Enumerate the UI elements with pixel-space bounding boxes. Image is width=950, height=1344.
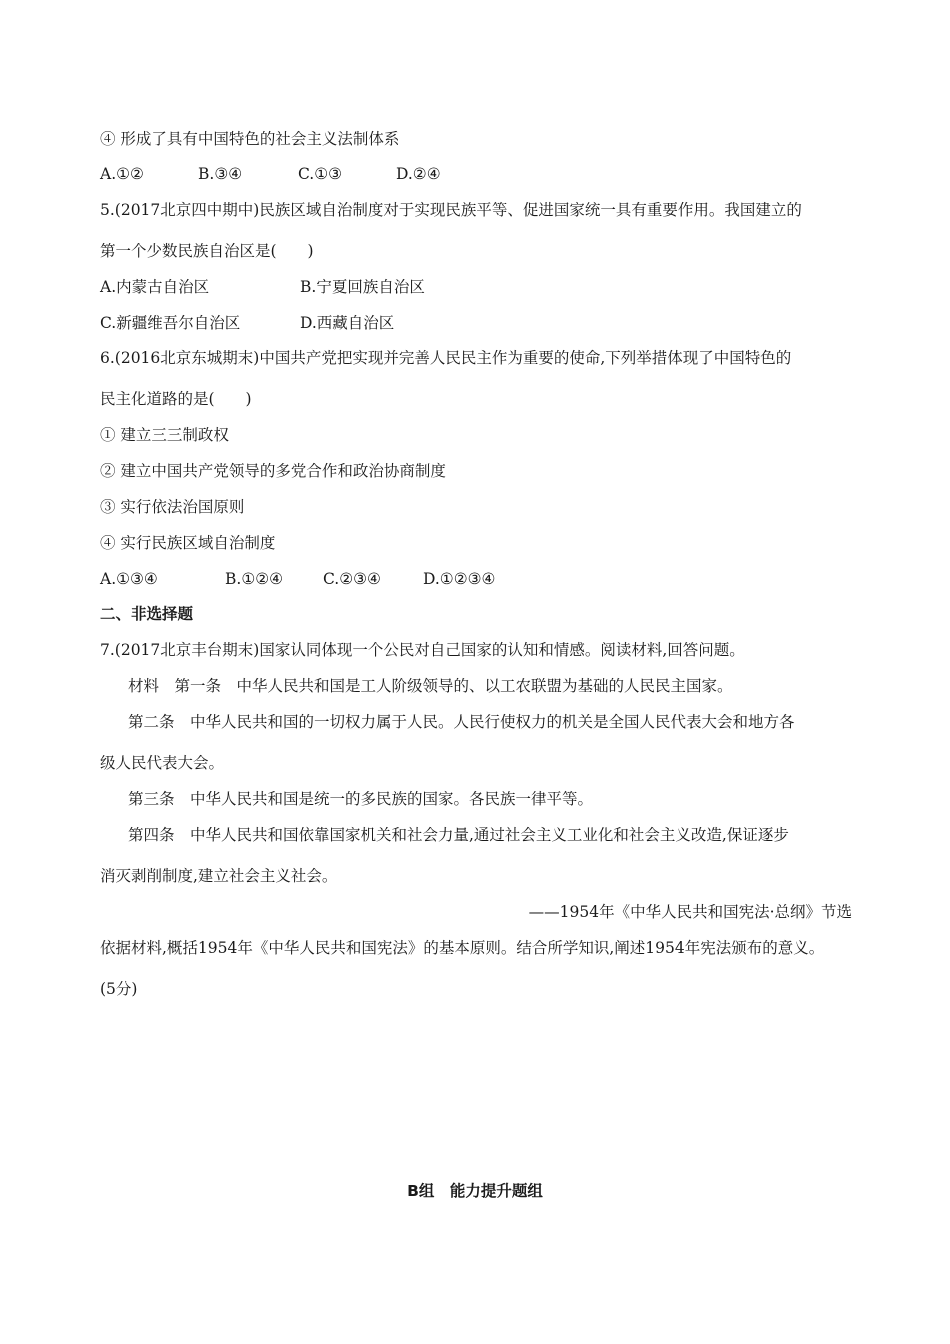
q7-article-2-line1: 第二条 中华人民共和国的一切权力属于人民。人民行使权力的机关是全国人民代表大会和地方各 xyxy=(128,713,795,731)
q7-stem: 7.(2017北京丰台期末)国家认同体现一个公民对自己国家的认知和情感。阅读材料,回答问题。 xyxy=(100,641,745,659)
q4-option-b: B.③④ xyxy=(198,165,243,183)
q6-option-a: A.①③④ xyxy=(100,570,158,588)
q5-options-row1 xyxy=(100,277,425,297)
q5-options-row2 xyxy=(100,313,394,333)
q5-option-c: C.新疆维吾尔自治区 xyxy=(100,314,241,332)
q6-option-c: C.②③④ xyxy=(323,570,381,588)
q6-options xyxy=(100,569,495,589)
q4-option-d: D.②④ xyxy=(396,165,441,183)
q7-article-4-line2: 消灭剥削制度,建立社会主义社会。 xyxy=(100,867,338,885)
section-title: 二、非选择题 xyxy=(100,605,194,623)
q6-stem-line1: 6.(2016北京东城期末)中国共产党把实现并完善人民民主作为重要的使命,下列举措体现了中国特色的 xyxy=(100,349,792,367)
q4-options xyxy=(100,164,441,184)
q6-item-1: ① 建立三三制政权 xyxy=(100,426,229,444)
q5-option-d: D.西藏自治区 xyxy=(300,314,395,332)
q7-article-2-line2: 级人民代表大会。 xyxy=(100,754,225,772)
q5-option-b: B.宁夏回族自治区 xyxy=(300,278,425,296)
q7-article-3: 第三条 中华人民共和国是统一的多民族的国家。各民族一律平等。 xyxy=(128,790,594,808)
q6-item-4: ④ 实行民族区域自治制度 xyxy=(100,534,276,552)
group-b-title: B组 能力提升题组 xyxy=(407,1182,543,1200)
q4-item-4: ④ 形成了具有中国特色的社会主义法制体系 xyxy=(100,130,400,148)
q4-option-a: A.①② xyxy=(100,165,144,183)
q5-option-a: A.内蒙古自治区 xyxy=(100,278,210,296)
q6-stem-line2: 民主化道路的是( ) xyxy=(100,390,252,408)
q7-article-4-line1: 第四条 中华人民共和国依靠国家机关和社会力量,通过社会主义工业化和社会主义改造,保证逐步 xyxy=(128,826,789,844)
q6-option-d: D.①②③④ xyxy=(423,570,496,588)
q6-option-b: B.①②④ xyxy=(225,570,284,588)
q4-option-c: C.①③ xyxy=(298,165,343,183)
q7-article-1: 材料 第一条 中华人民共和国是工人阶级领导的、以工农联盟为基础的人民民主国家。 xyxy=(128,677,733,695)
q5-stem-line1: 5.(2017北京四中期中)民族区域自治制度对于实现民族平等、促进国家统一具有重要作用。我国建立的 xyxy=(100,201,802,219)
q6-item-2: ② 建立中国共产党领导的多党合作和政治协商制度 xyxy=(100,462,446,480)
q5-stem-line2: 第一个少数民族自治区是( ) xyxy=(100,242,314,260)
q7-source-citation: ——1954年《中华人民共和国宪法·总纲》节选 xyxy=(528,903,852,921)
q7-score: (5分) xyxy=(100,980,138,998)
q6-item-3: ③ 实行依法治国原则 xyxy=(100,498,245,516)
q7-task: 依据材料,概括1954年《中华人民共和国宪法》的基本原则。结合所学知识,阐述1954年宪法颁布的意义。 xyxy=(100,939,825,957)
